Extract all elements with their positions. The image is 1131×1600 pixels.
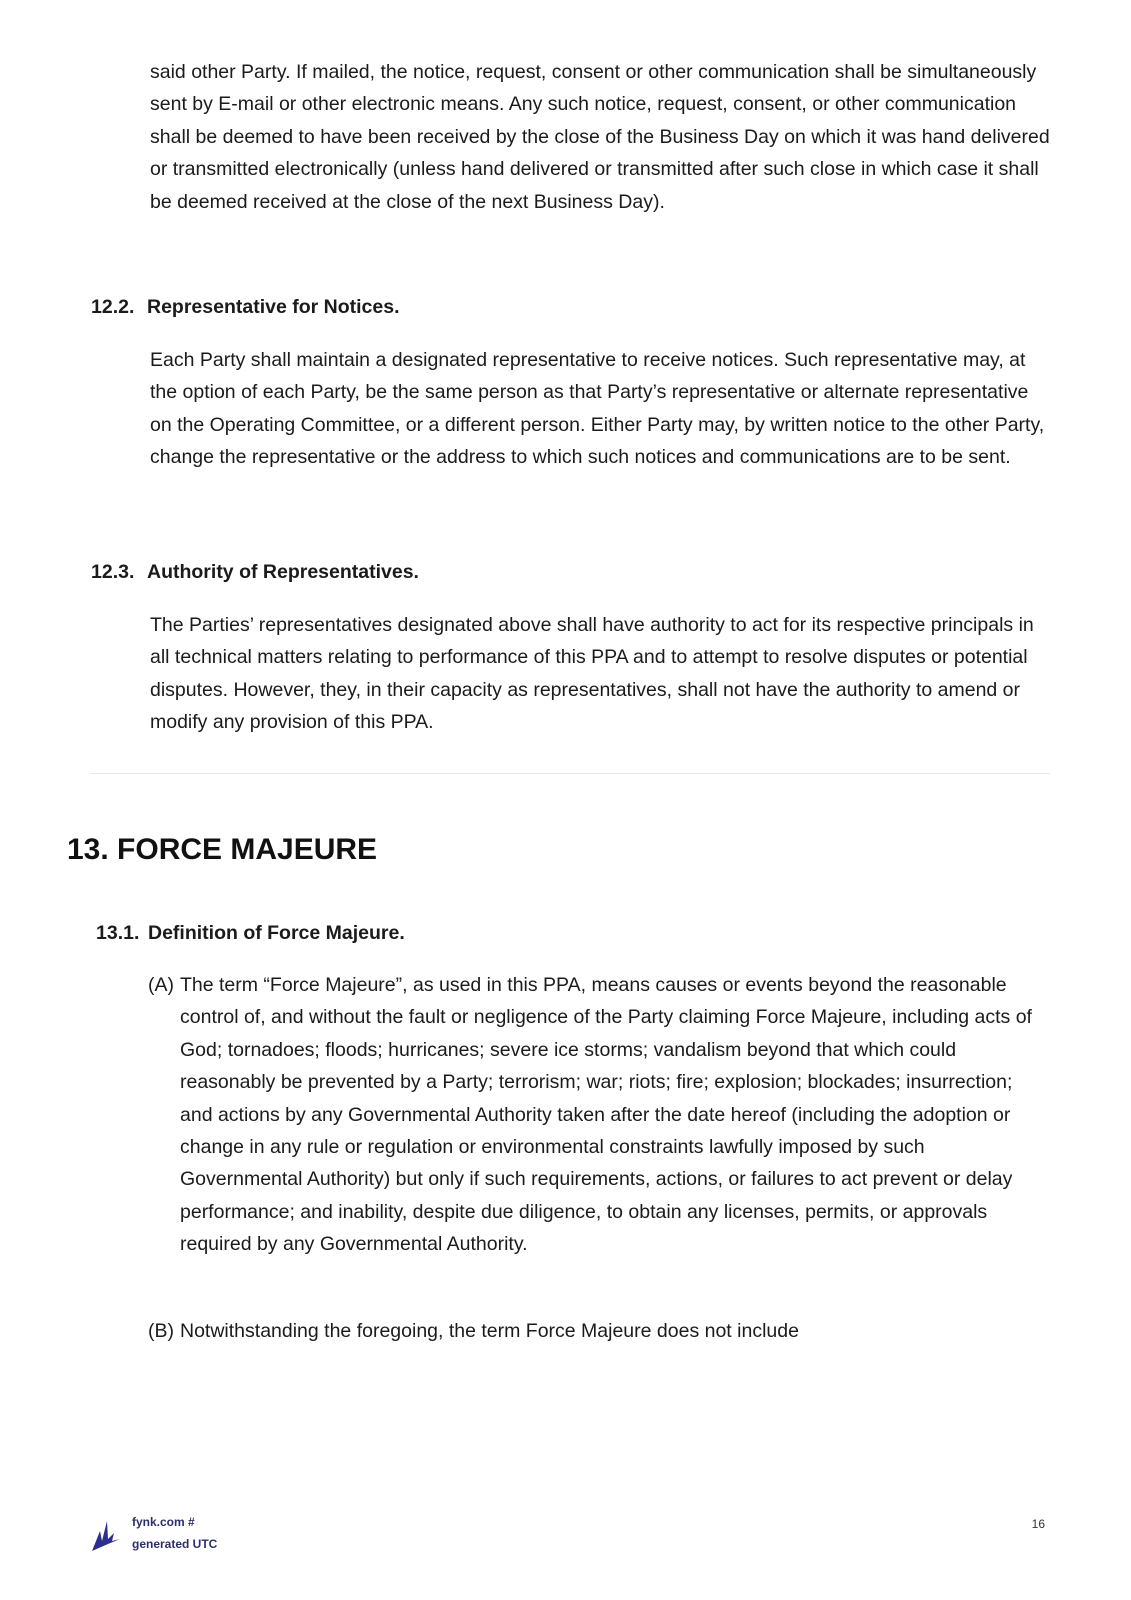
section-12-3-body: The Parties’ representatives designated above shall have authority to act for its respective principals in all technical matters relating to performance of this PPA and to attempt to resolve disputes or potential disputes. However, they, in their capacity as representatives, shall not have the authority to amend or modify any provision of this PPA. [150,614,1034,734]
heading-12-2-number: 12.2. [91,296,135,318]
intro-paragraph: said other Party. If mailed, the notice, request, consent or other communication shall be simultaneously sent by E-mail or other electronic means. Any such notice, request, consent, or other communication shall be deemed to have been received by the close of the Business Day on which it was hand delivered or transmitted electronically (unless hand delivered or transmitted after such close in which case it shall be deemed received at the close of the next Business Day). [150,61,1050,213]
list-item-b-marker: (B) [148,1320,174,1342]
list-item-b [148,1315,1048,1347]
footer-line-2: generated UTC [132,1537,218,1551]
footer-text [132,1511,217,1555]
heading-12-2-title: Representative for Notices. [147,296,400,318]
section-divider [90,773,1050,774]
section-13-title: 13. FORCE MAJEURE [67,833,378,866]
page-number: 16 [1031,1517,1045,1531]
section-12-2-body: Each Party shall maintain a designated representative to receive notices. Such representative may, at the option of each Party, be the same person as that Party’s representative or alternate representative on the Operating Committee, or a different person. Either Party may, by written notice to the other Party, change the representative or the address to which such notices and communications are to be sent. [150,349,1045,469]
heading-12-3 [91,559,419,585]
heading-13-1-number: 13.1. [96,922,140,944]
heading-12-3-title: Authority of Representatives. [147,561,419,583]
list-item-a-marker: (A) [148,974,174,996]
heading-13-1 [96,920,405,946]
list-item-a [148,969,1048,1261]
footer-line-1: fynk.com # [132,1515,195,1529]
list-item-b-text: Notwithstanding the foregoing, the term Force Majeure does not include [180,1320,799,1342]
fynk-logo-icon [90,1513,124,1553]
heading-13-1-title: Definition of Force Majeure. [148,922,405,944]
heading-12-2 [91,294,400,320]
list-item-a-text: The term “Force Majeure”, as used in this PPA, means causes or events beyond the reasonable control of, and without the fault or negligence of the Party claiming Force Majeure, including acts of God; tornadoes; floods; hurricanes; severe ice storms; vandalism beyond that which could reasonably be prevented by a Party; terrorism; war; riots; fire; explosion; blockades; insurrection; and actions by any Governmental Authority taken after the date hereof (including the adoption or change in any rule or regulation or environmental constraints lawfully imposed by such Governmental Authority) but only if such requirements, actions, or failures to act prevent or delay performance; and inability, despite due diligence, to obtain any licenses, permits, or approvals required by any Governmental Authority. [180,974,1032,1256]
heading-12-3-number: 12.3. [91,561,135,583]
